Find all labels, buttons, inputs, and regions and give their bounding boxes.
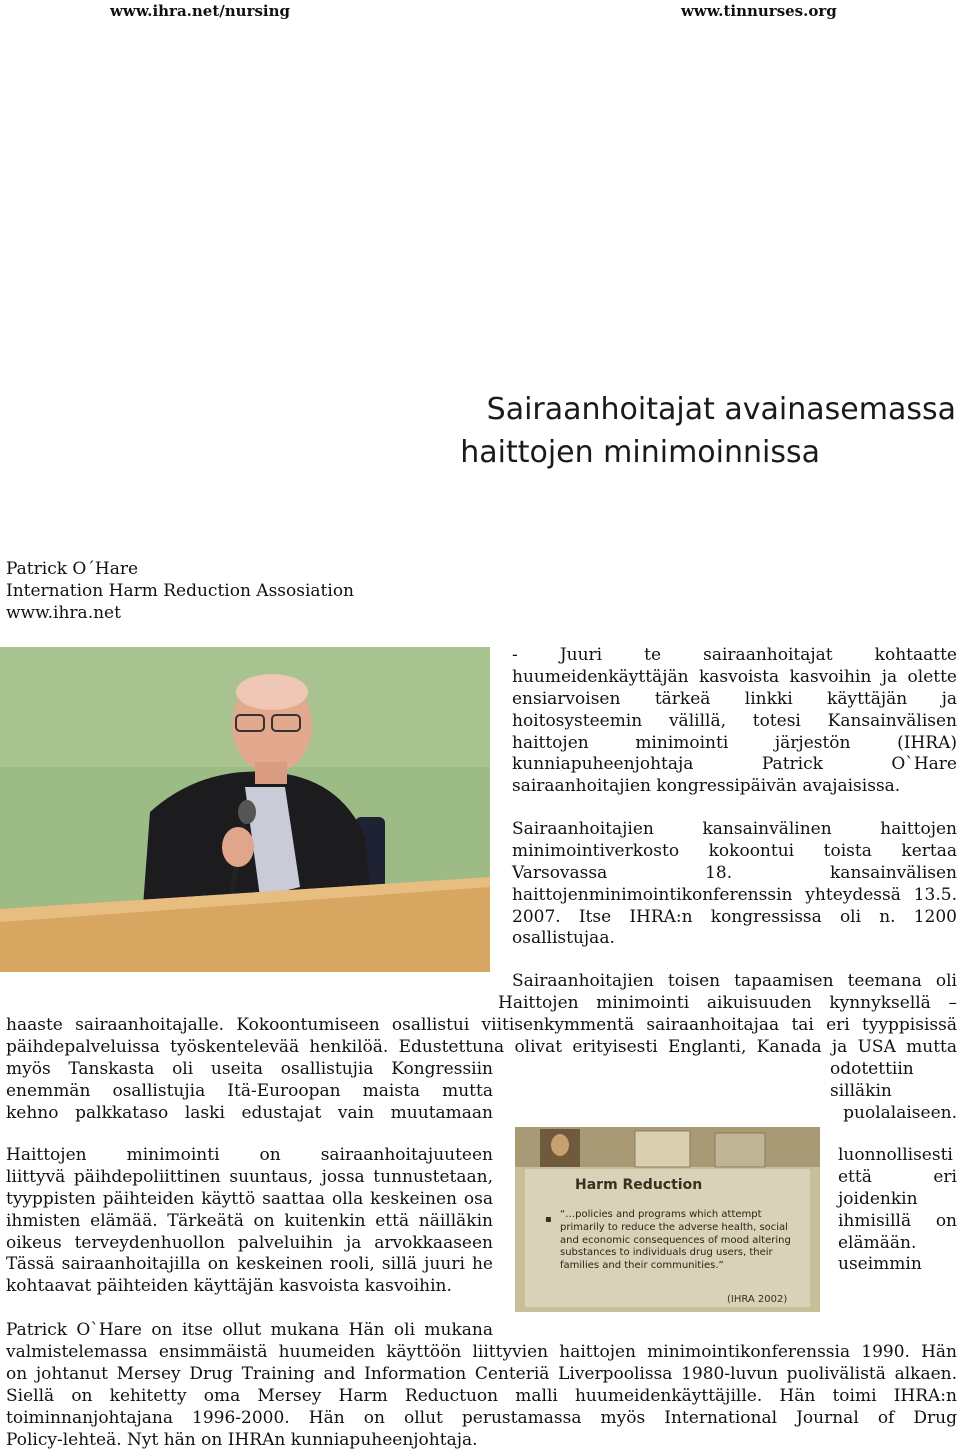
page-title-line-1: Sairaanhoitajat avainasemassa	[486, 392, 956, 427]
text-line: liittyvä päihdepoliittinen suuntaus, jossa tunnustetaan,	[6, 1166, 493, 1187]
text-line: Haittojen minimointi on sairaanhoitajuuteen	[6, 1145, 493, 1165]
text-line: odotettiin	[830, 1059, 914, 1079]
author-organization: Internation Harm Reduction Assosiation	[6, 581, 355, 601]
attendance-right-lines	[830, 1059, 957, 1125]
attendance-left-lines	[6, 1059, 493, 1125]
text-line: Patrick O`Hare on itse ollut mukana Hän oli mukana	[6, 1320, 493, 1340]
text-line: 2007. Itse IHRA:n kongressissa oli n. 1200	[512, 906, 957, 927]
byline	[6, 558, 354, 624]
text-line: kehno palkkataso laski edustajat vain muutamaan	[6, 1102, 493, 1123]
text-line: minimointiverkosto kokoontui toista kertaa	[512, 840, 957, 861]
text-line: myös Tanskasta oli useita osallistujia Kongressiin	[6, 1059, 493, 1079]
text-line: haittojen minimointi järjestön (IHRA)	[512, 732, 957, 753]
slide-source: (IHRA 2002)	[727, 1294, 788, 1305]
text-line: puolalaiseen.	[843, 1102, 957, 1123]
text-line: että eri	[838, 1166, 957, 1187]
bio-first-line	[6, 1320, 493, 1342]
author-name: Patrick O´Hare	[6, 559, 139, 579]
text-line: - Juuri te sairaanhoitajat kohtaatte	[512, 645, 957, 665]
text-line: Policy-lehteä. Nyt hän on IHRAn kunniapuheenjohtaja.	[6, 1429, 478, 1450]
text-line: haaste sairaanhoitajalle. Kokoontumiseen osallistui viitisenkymmentä sairaanhoitajaa tai eri tyyppisissä	[6, 1015, 957, 1035]
bio-paragraph	[6, 1342, 957, 1451]
network-paragraph	[512, 819, 957, 950]
text-line: kunniapuheenjohtaja Patrick O`Hare	[512, 754, 957, 775]
text-line: valmistelemassa ensimmäistä huumeiden käyttöön liittyvien haittojen minimointikonferenssia 1990. Hän	[6, 1342, 957, 1362]
text-line: silläkin	[830, 1080, 892, 1101]
text-line: Varsovassa 18. kansainvälisen	[512, 862, 957, 883]
svg-text:▪: ▪	[545, 1214, 552, 1225]
text-line: Tässä sairaanhoitajilla on keskeinen rooli, sillä juuri he	[6, 1254, 493, 1275]
text-line: ihmisten elämää. Tärkeätä on kuitenkin että näilläkin	[6, 1210, 493, 1231]
text-line: haittojenminimointikonferenssin yhteydessä 13.5.	[512, 884, 957, 905]
text-line: tyyppisten päihteiden käyttö saattaa olla keskeinen osa	[6, 1188, 493, 1209]
text-line: hoitosysteemin välillä, totesi Kansainvälisen	[512, 710, 957, 731]
header-left-url[interactable]: www.ihra.net/nursing	[110, 2, 291, 20]
attendance-paragraph	[6, 1015, 957, 1059]
text-line: ensiarvoisen tärkeä linkki käyttäjän ja	[512, 688, 957, 709]
text-line: Haittojen minimointi aikuisuuden kynnyksellä –	[498, 993, 957, 1013]
slide-heading: Harm Reduction	[575, 1177, 703, 1193]
text-line: Siellä on kehitetty oma Mersey Harm Reductuon malli huumeidenkäyttäjille. Hän toimi IHRA:n	[6, 1385, 957, 1406]
text-line: toiminnanjohtajana 1996-2000. Hän on ollut perustamassa myös International Journal of Drug	[6, 1407, 957, 1428]
text-line: oikeus terveydenhuollon palveluihin ja arvokkaaseen	[6, 1232, 493, 1253]
speaker-photo	[0, 647, 490, 972]
text-line: Sairaanhoitajien kansainvälinen haittojen	[512, 819, 957, 839]
author-website[interactable]: www.ihra.net	[6, 603, 121, 623]
text-line: on johtanut Mersey Drug Training and Information Centeriä Liverpoolissa 1980-luvun puolivälistä alkaen.	[6, 1363, 957, 1384]
theme-line-2	[498, 993, 957, 1015]
text-line: Sairaanhoitajien toisen tapaamisen teemana oli	[512, 971, 957, 991]
page-title-line-2: haittojen minimoinnissa	[460, 435, 820, 470]
intro-paragraph	[512, 645, 957, 798]
text-line: päihdepalveluissa työskentelevää henkilöä. Edustettuna olivat erityisesti Englanti, Kanada ja USA mutta	[6, 1036, 957, 1057]
text-line: kohtaavat päihteiden käyttäjän kasvoista kasvoihin.	[6, 1276, 452, 1297]
text-line: sairaanhoitajien kongressipäivän avajaisissa.	[512, 776, 901, 797]
text-line: elämään.	[838, 1232, 917, 1253]
harm-reduction-slide	[515, 1127, 820, 1312]
text-line: huumeidenkäyttäjän kasvoista kasvoihin ja olette	[512, 666, 957, 687]
text-line: useimmin	[838, 1254, 922, 1275]
theme-line-1	[512, 971, 957, 993]
harm-reduction-right-lines	[838, 1145, 957, 1276]
text-line: osallistujaa.	[512, 928, 615, 949]
harm-reduction-left-lines	[6, 1145, 493, 1298]
text-line: luonnollisesti	[838, 1145, 953, 1165]
text-line: enemmän osallistujia Itä-Euroopan maista mutta	[6, 1080, 493, 1101]
header-right-url[interactable]: www.tinnurses.org	[681, 2, 837, 20]
text-line: joidenkin	[838, 1188, 918, 1209]
slide-quote: “…policies and programs which attempt primarily to reduce the adverse health, social and economic consequences of mood altering substances to individuals drug users, their families and their communities.”	[560, 1209, 791, 1272]
text-line: ihmisillä on	[838, 1210, 957, 1231]
